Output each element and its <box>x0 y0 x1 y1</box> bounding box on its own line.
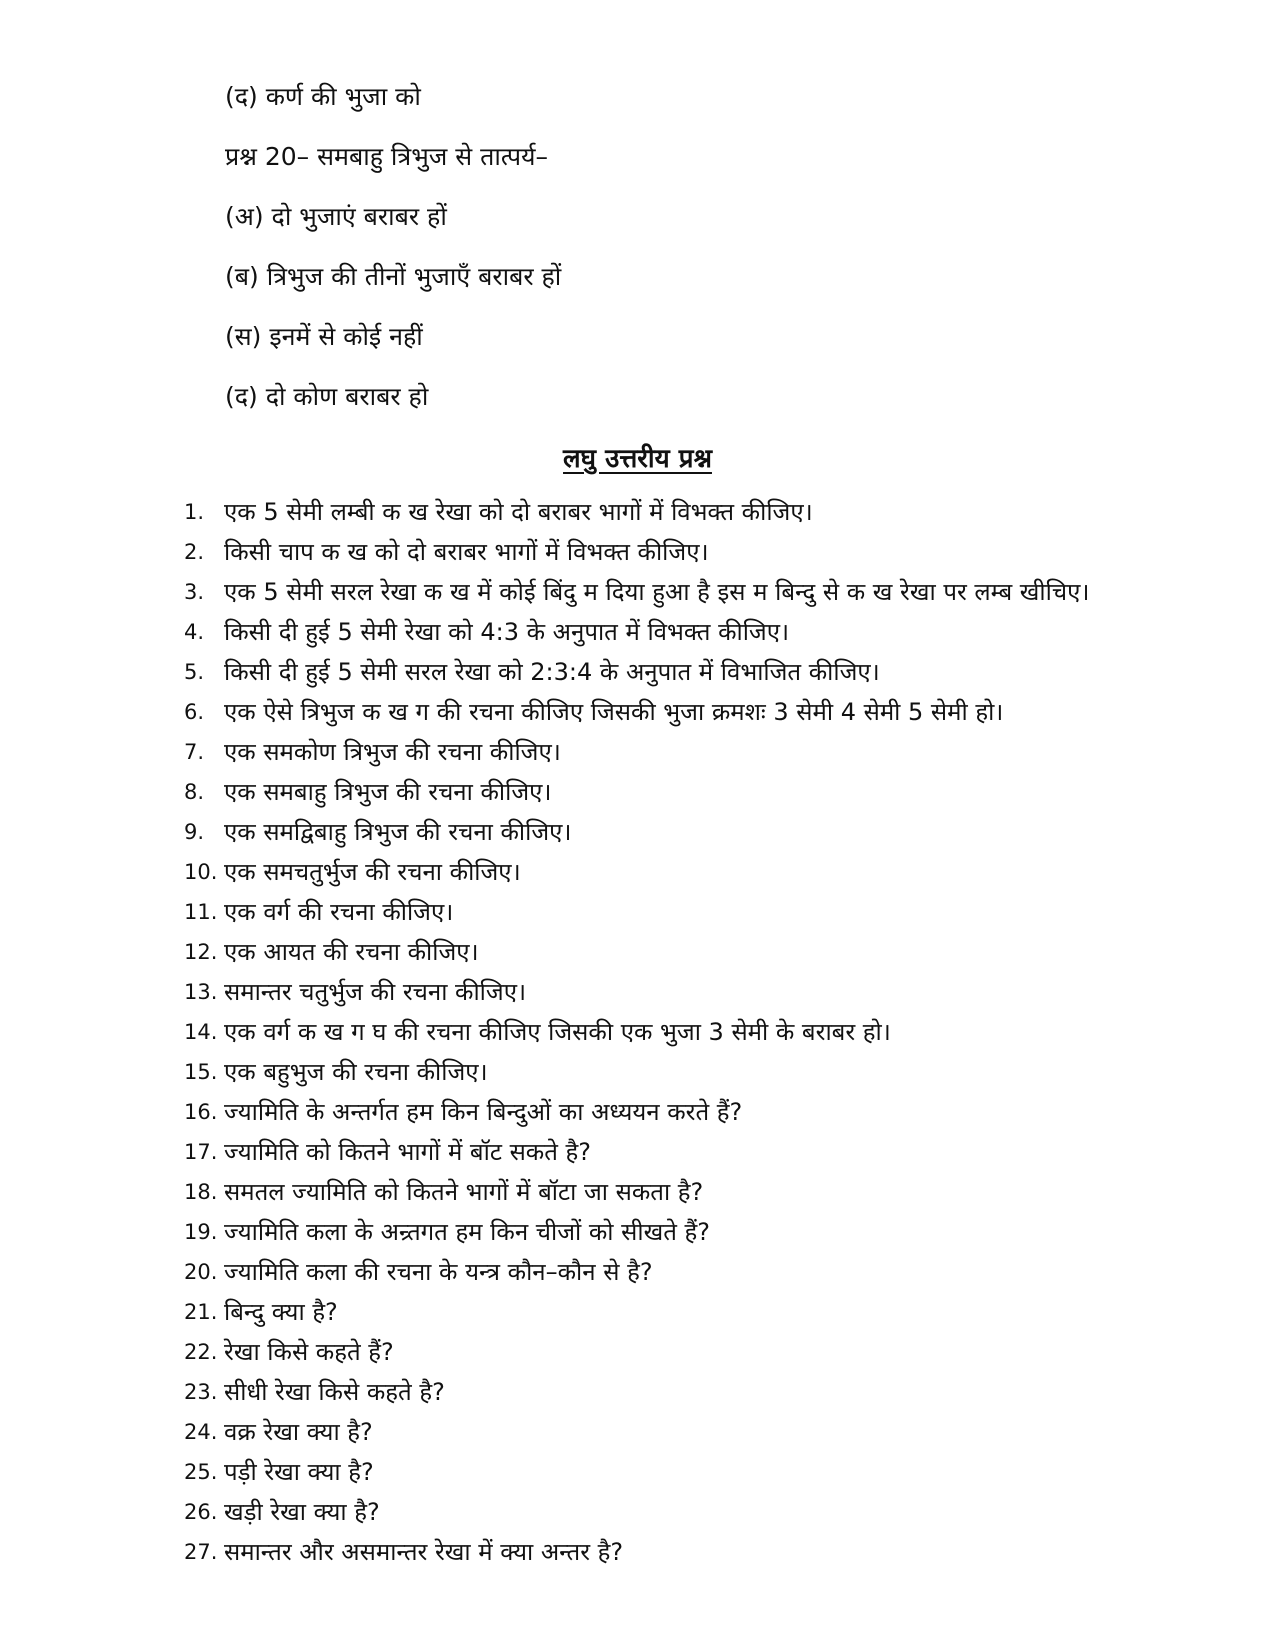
list-item <box>184 1292 1194 1332</box>
option-line: (स) इनमें से कोई नहीं <box>225 322 423 351</box>
question-number: 20. <box>184 1260 218 1284</box>
list-item <box>184 1532 1194 1572</box>
question-number: 27. <box>184 1540 218 1564</box>
question-number: 23. <box>184 1380 218 1404</box>
question-list <box>184 492 1194 1572</box>
list-item <box>184 852 1194 892</box>
list-item <box>184 1412 1194 1452</box>
list-item <box>184 532 1194 572</box>
question-text: एक समचतुर्भुज की रचना कीजिए। <box>224 858 521 886</box>
question-text: ज्यामिति के अन्तर्गत हम किन बिन्दुओं का अध्ययन करते हैं? <box>224 1098 743 1126</box>
question-number: 18. <box>184 1180 218 1204</box>
question-text: किसी चाप क ख को दो बराबर भागों में विभक्त कीजिए। <box>224 538 709 566</box>
list-item <box>184 612 1194 652</box>
list-item <box>184 932 1194 972</box>
list-item <box>184 572 1194 612</box>
list-item <box>184 1132 1194 1172</box>
question-number: 9. <box>184 820 205 844</box>
list-item <box>184 1252 1194 1292</box>
question-number: 16. <box>184 1100 218 1124</box>
option-line: (द) कर्ण की भुजा को <box>225 82 421 111</box>
question-text: एक वर्ग क ख ग घ की रचना कीजिए जिसकी एक भुजा 3 सेमी के बराबर हो। <box>224 1018 891 1046</box>
question-20-line: प्रश्न 20– समबाहु त्रिभुज से तात्पर्य– <box>225 142 549 171</box>
question-text: रेखा किसे कहते हैं? <box>224 1338 394 1366</box>
list-item <box>184 692 1194 732</box>
question-text: एक समबाहु त्रिभुज की रचना कीजिए। <box>224 778 552 806</box>
list-item <box>184 1372 1194 1412</box>
question-text: ज्यामिति कला की रचना के यन्त्र कौन–कौन से है? <box>224 1258 653 1286</box>
option-line: (ब) त्रिभुज की तीनों भुजाएँ बराबर हों <box>225 262 562 291</box>
question-number: 4. <box>184 620 205 644</box>
question-text: एक ऐसे त्रिभुज क ख ग की रचना कीजिए जिसकी भुजा क्रमशः 3 सेमी 4 सेमी 5 सेमी हो। <box>224 698 1004 726</box>
question-text: ज्यामिति को कितने भागों में बॉट सकते है? <box>224 1138 592 1166</box>
question-number: 6. <box>184 700 205 724</box>
option-line: (अ) दो भुजाएं बराबर हों <box>225 202 447 231</box>
list-item <box>184 1172 1194 1212</box>
question-number: 8. <box>184 780 205 804</box>
question-text: किसी दी हुई 5 सेमी रेखा को 4:3 के अनुपात में विभक्त कीजिए। <box>224 618 790 646</box>
question-text: किसी दी हुई 5 सेमी सरल रेखा को 2:3:4 के अनुपात में विभाजित कीजिए। <box>224 658 880 686</box>
question-number: 26. <box>184 1500 218 1524</box>
list-item <box>184 1332 1194 1372</box>
question-text: खड़ी रेखा क्या है? <box>224 1498 380 1526</box>
question-text: बिन्दु क्या है? <box>224 1298 338 1326</box>
list-item <box>184 1052 1194 1092</box>
question-number: 24. <box>184 1420 218 1444</box>
question-text: एक 5 सेमी सरल रेखा क ख में कोई बिंदु म दिया हुआ है इस म बिन्दु से क ख रेखा पर लम्ब खीचिए। <box>224 578 1090 606</box>
question-number: 14. <box>184 1020 218 1044</box>
question-number: 15. <box>184 1060 218 1084</box>
question-text: एक बहुभुज की रचना कीजिए। <box>224 1058 488 1086</box>
list-item <box>184 1452 1194 1492</box>
question-number: 17. <box>184 1140 218 1164</box>
question-text: समतल ज्यामिति को कितने भागों में बॉटा जा सकता है? <box>224 1178 704 1206</box>
question-number: 3. <box>184 580 205 604</box>
list-item <box>184 1012 1194 1052</box>
question-number: 21. <box>184 1300 218 1324</box>
question-number: 22. <box>184 1340 218 1364</box>
question-text: एक 5 सेमी लम्बी क ख रेखा को दो बराबर भागों में विभक्त कीजिए। <box>224 498 813 526</box>
list-item <box>184 1092 1194 1132</box>
question-text: समान्तर और असमान्तर रेखा में क्या अन्तर है? <box>224 1538 624 1566</box>
question-text: ज्यामिति कला के अन्र्तगत हम किन चीजों को सीखते हैं? <box>224 1218 711 1246</box>
list-item <box>184 1492 1194 1532</box>
option-line: (द) दो कोण बराबर हो <box>225 382 429 411</box>
question-text: एक वर्ग की रचना कीजिए। <box>224 898 454 926</box>
list-item <box>184 732 1194 772</box>
list-item <box>184 812 1194 852</box>
question-number: 7. <box>184 740 205 764</box>
question-number: 11. <box>184 900 218 924</box>
question-text: एक आयत की रचना कीजिए। <box>224 938 479 966</box>
question-text: एक समकोण त्रिभुज की रचना कीजिए। <box>224 738 561 766</box>
list-item <box>184 972 1194 1012</box>
question-text: वक्र रेखा क्या है? <box>224 1418 373 1446</box>
question-text: एक समद्विबाहु त्रिभुज की रचना कीजिए। <box>224 818 572 846</box>
list-item <box>184 772 1194 812</box>
question-text: समान्तर चतुर्भुज की रचना कीजिए। <box>224 978 527 1006</box>
section-heading-text: लघु उत्तरीय प्रश्न <box>563 444 712 474</box>
question-number: 2. <box>184 540 205 564</box>
question-number: 13. <box>184 980 218 1004</box>
question-number: 10. <box>184 860 218 884</box>
question-text: सीधी रेखा किसे कहते है? <box>224 1378 445 1406</box>
question-number: 1. <box>184 500 205 524</box>
question-number: 5. <box>184 660 205 684</box>
list-item <box>184 892 1194 932</box>
question-number: 12. <box>184 940 218 964</box>
list-item <box>184 492 1194 532</box>
mcq-options-block <box>225 82 1125 442</box>
question-number: 25. <box>184 1460 218 1484</box>
section-heading <box>0 443 1275 475</box>
list-item <box>184 652 1194 692</box>
question-text: पड़ी रेखा क्या है? <box>224 1458 374 1486</box>
question-number: 19. <box>184 1220 218 1244</box>
list-item <box>184 1212 1194 1252</box>
